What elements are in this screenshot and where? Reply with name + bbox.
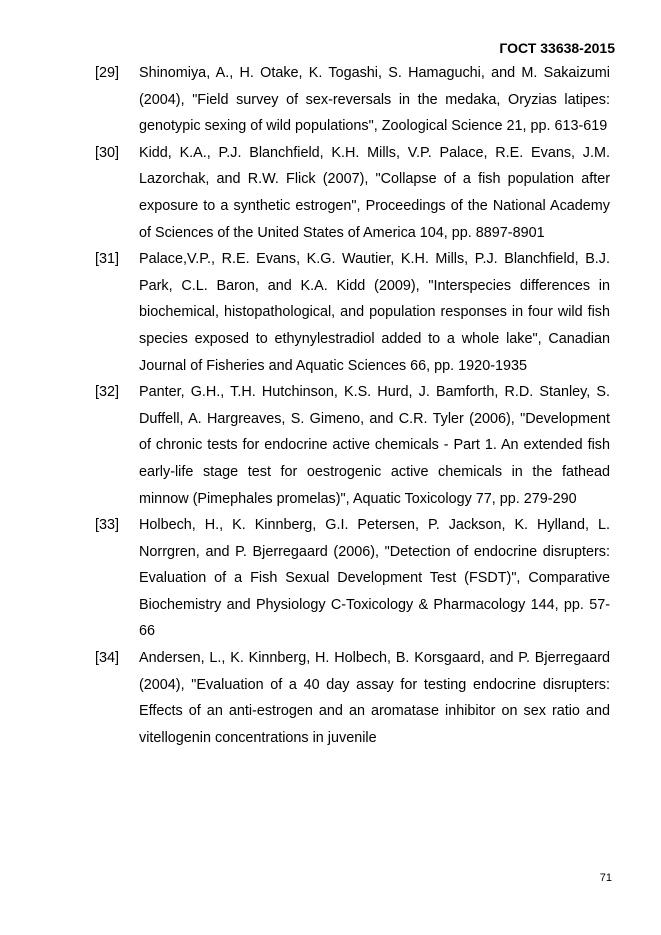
reference-number: [29] bbox=[95, 65, 120, 81]
reference-text: Shinomiya, A., H. Otake, K. Togashi, S. Hamaguchi, and M. Sakaizumi (2004), "Field survey of sex-reversals in the medaka, Oryzias latipes: genotypic sexing of wild populations", Zoological Science 21, pp. 613-619 bbox=[139, 65, 610, 135]
reference-item bbox=[95, 140, 610, 246]
reference-number: [32] bbox=[95, 384, 120, 401]
reference-item bbox=[95, 246, 610, 379]
reference-item bbox=[95, 379, 610, 512]
document-code: ГОСТ 33638-2015 bbox=[499, 40, 615, 56]
page-number: 71 bbox=[599, 872, 612, 884]
reference-text: Holbech, H., K. Kinnberg, G.I. Petersen, P. Jackson, K. Hylland, L. Norrgren, and P. Bjerregaard (2006), "Detection of endocrine disrupters: Evaluation of a Fish Sexual Development Test (FSDT)", Comparative Biochemistry and Physiology C-Toxicology & Pharmacology 144, pp. 57-66 bbox=[139, 517, 610, 640]
reference-item bbox=[95, 60, 610, 140]
reference-number: [31] bbox=[95, 251, 120, 268]
reference-number: [30] bbox=[95, 144, 120, 161]
reference-text: Palace,V.P., R.E. Evans, K.G. Wautier, K.H. Mills, P.J. Blanchfield, B.J. Park, C.L. Baron, and K.A. Kidd (2009), "Interspecies differences in biochemical, histopathological, and population responses in four wild fish species exposed to ethynylestradiol added to a whole lake", Canadian Journal of Fisheries and Aquatic Sciences 66, pp. 1920-1935 bbox=[139, 251, 610, 374]
reference-item bbox=[95, 512, 610, 645]
reference-number: [34] bbox=[95, 650, 120, 667]
reference-text: Andersen, L., K. Kinnberg, H. Holbech, B. Korsgaard, and P. Bjerregaard (2004), "Evaluation of a 40 day assay for testing endocrine disrupters: Effects of an anti-estrogen and an aromatase inhibitor on sex ratio and vitellogenin concentrations in juvenile bbox=[139, 650, 610, 746]
reference-text: Kidd, K.A., P.J. Blanchfield, K.H. Mills, V.P. Palace, R.E. Evans, J.M. Lazorchak, and R.W. Flick (2007), "Collapse of a fish population after exposure to a synthetic estrogen", Proceedings of the National Academy of Sciences of the United States of America 104, pp. 8897-8901 bbox=[139, 144, 610, 241]
reference-text: Panter, G.H., T.H. Hutchinson, K.S. Hurd, J. Bamforth, R.D. Stanley, S. Duffell, A. Hargreaves, S. Gimeno, and C.R. Tyler (2006), "Development of chronic tests for endocrine active chemicals - Part 1. An extended fish early-life stage test for oestrogenic active chemicals in the fathead minnow (Pimephales promelas)", Aquatic Toxicology 77, pp. 279-290 bbox=[139, 384, 610, 507]
reference-number: [33] bbox=[95, 517, 120, 534]
reference-item bbox=[95, 645, 610, 751]
reference-list bbox=[95, 60, 610, 751]
